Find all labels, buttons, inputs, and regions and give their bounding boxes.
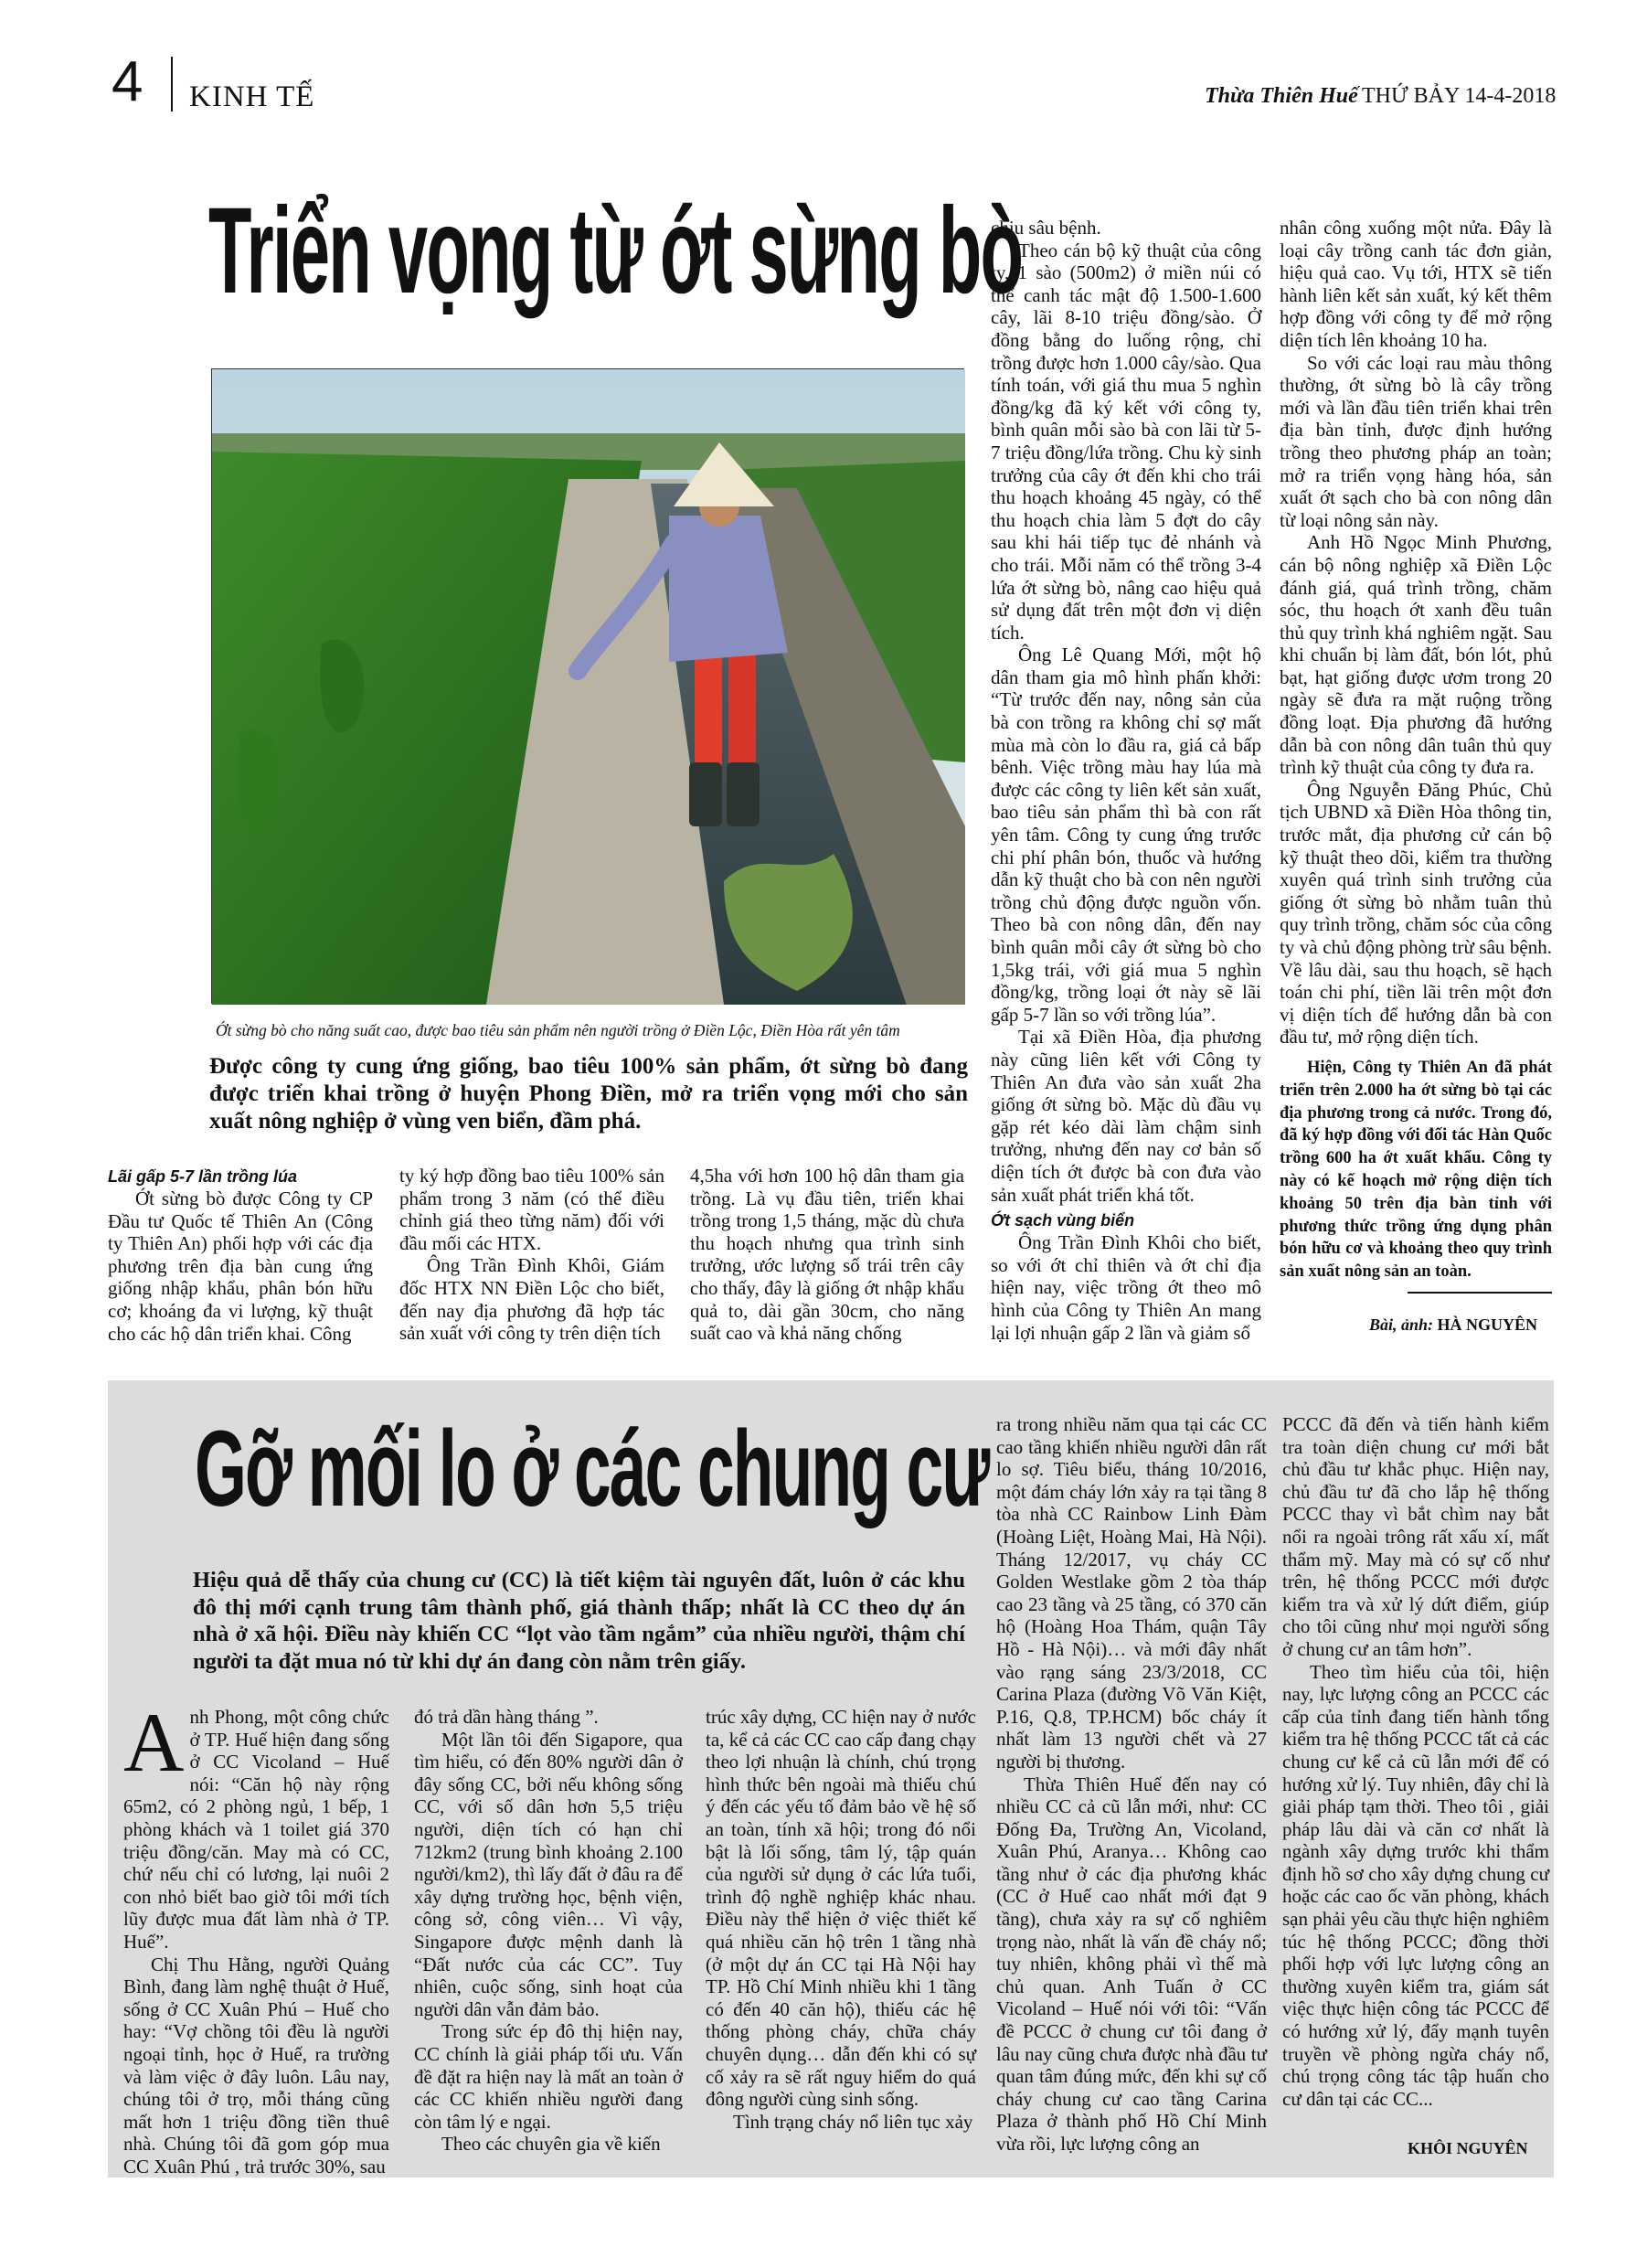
paragraph: Chị Thu Hằng, người Quảng Bình, đang làm nghệ thuật ở Huế, sống ở CC Xuân Phú – Huế cho hay: “Vợ chồng tôi đều là người ngoại tỉnh, học ở Huế, ra trường và làm việc ở đây luôn. Lâu nay, chúng tôi ở trọ, mỗi tháng cũng mất hơn 1 triệu đồng tiền thuê nhà. Chúng tôi đã gom góp mua CC Xuân Phú , trả trước 30%, sau (123, 1953, 389, 2177)
article2-column-1 (123, 1696, 389, 2177)
paragraph: Theo tìm hiểu của tôi, hiện nay, lực lượng công an PCCC các cấp của tỉnh đang tiến hành tổng kiểm tra hệ thống PCCC tất cả các chung cư kể cả cũ lẫn mới để có hướng xử lý. Tuy nhiên, đây chỉ là giải pháp tạm thời. Theo tôi , giải pháp lâu dài và căn cơ nhất là ngành xây dựng trước khi thẩm định hồ sơ cho xây dựng chung cư hoặc các cao ốc văn phòng, khách sạn phải yêu cầu thực hiện nghiêm túc hệ thống PCCC; đồng thời phối hợp với lực lượng công an thường xuyên kiểm tra, giám sát việc thực hiện công tác PCCC để có hướng xử lý, đẩy mạnh tuyên truyền về phòng ngừa cháy nổ, chú trọng công tác tập huấn cho cư dân tại các CC... (1282, 1660, 1549, 2110)
article2-sapo: Hiệu quả dễ thấy của chung cư (CC) là tiết kiệm tài nguyên đất, luôn ở các khu đô thị mới cạnh trung tâm thành phố, giá thành thấp; nhất là CC theo dự án nhà ở xã hội. Điều này khiến CC “lọt vào tầm ngắm” của nhiều người, thậm chí người ta đặt mua nó từ khi dự án đang còn nằm trên giấy. (193, 1568, 965, 1674)
paragraph: Ông Trần Đình Khôi cho biết, so với ớt chỉ thiên và ớt chỉ địa hiện nay, việc trồng ớt theo mô hình của Công ty Thiên An mang lại lợi nhuận gấp 2 lần và giảm số (991, 1231, 1261, 1344)
paragraph: ra trong nhiều năm qua tại các CC cao tầng khiến nhiều người dân rất lo sợ. Tiêu biểu, tháng 10/2016, một đám cháy lớn xảy ra tại tầng 8 tòa nhà CC Rainbow Linh Đàm (Hoàng Liệt, Hoàng Mai, Hà Nội). Tháng 12/2017, vụ cháy CC Golden Westlake gồm 2 tòa tháp cao 23 tầng và 25 tầng, có 370 căn hộ (Hoàng Hoa Thám, quận Tây Hồ - Hà Nội)… và mới đây nhất vào rạng sáng 23/3/2018, CC Carina Plaza (đường Võ Văn Kiệt, P.16, Q.8, TP.HCM) bốc cháy ít nhất làm 13 người chết và 27 người bị thương. (996, 1413, 1267, 1773)
photo-caption: Ớt sừng bò cho năng suất cao, được bao tiêu sản phẩm nên người trồng ở Điền Lộc, Điền Hòa rất yên tâm (216, 1021, 900, 1039)
paragraph: Ông Nguyễn Đăng Phúc, Chủ tịch UBND xã Điền Hòa thông tin, trước mắt, địa phương cử cán bộ kỹ thuật theo dõi, kiểm tra thường xuyên quá trình sinh trưởng của giống ớt sừng bò nhằm tuân thủ quy trình trồng, chăm sóc của công ty và chủ động phòng trừ sâu bệnh. Về lâu dài, sau thu hoạch, sẽ hạch toán chi phí, tiền lãi trên một đơn vị diện tích để hướng dẫn bà con đầu tư, mở rộng diện tích. (1280, 778, 1552, 1049)
paragraph: Ông Lê Quang Mới, một hộ dân tham gia mô hình phấn khởi: “Từ trước đến nay, nông sản của bà con trồng ra không chỉ sợ mất mùa mà còn lo đầu ra, giá cả bấp bênh. Việc trồng màu hay lúa mà được các công ty liên kết sản xuất, bao tiêu sản phẩm thì bà con rất yên tâm. Công ty cung ứng trước chi phí phân bón, thuốc và hướng dẫn kỹ thuật cho bà con nên người trồng chủ động được nguồn vốn. Theo bà con nông dân, đến nay bình quân mỗi cây ớt sừng bò cho 1,5kg trái, với giá mua 5 nghìn đồng/kg, trồng loại ớt này sẽ lãi gấp 5-7 lần so với trồng lúa”. (991, 644, 1261, 1026)
paragraph: Theo cán bộ kỹ thuật của công ty, 1 sào (500m2) ở miền núi có thể canh tác mật độ 1.500-1.600 cây, lãi 8-10 triệu đồng/sào. Ở đồng bằng do luống rộng, chỉ trồng được hơn 1.000 cây/sào. Qua tính toán, với giá thu mua 5 nghìn đồng/kg đã ký kết với công ty, bình quân mỗi sào bà con lãi từ 5-7 triệu đồng/lứa trồng. Chu kỳ sinh trưởng của cây ớt đến khi cho trái thu hoạch khoảng 45 ngày, có thể thu hoạch chia làm 5 đợt do cây sau khi hái tiếp tục đẻ nhánh và cho trái. Mỗi năm có thể trồng 3-4 lứa ớt sừng bò, nâng cao hiệu quả sử dụng đất trên một đơn vị diện tích. (991, 239, 1261, 644)
paragraph: đó trả dần hàng tháng ”. (414, 1706, 599, 1728)
paragraph: Anh Hồ Ngọc Minh Phương, cán bộ nông nghiệp xã Điền Lộc đánh giá, quá trình trồng, chăm sóc, thu hoạch ớt xanh đều tuân thủ quy trình khá nghiêm ngặt. Sau khi chuẩn bị làm đất, bón lót, phủ bạt, hạt giống được ươm trong 20 ngày sẽ đưa ra mặt ruộng trồng đồng loạt. Địa phương đã hướng dẫn bà con nông dân tuân thủ quy trình kỹ thuật của công ty đưa ra. (1280, 531, 1552, 779)
header-divider (171, 57, 173, 112)
article2-column-5 (1282, 1413, 1549, 2131)
paragraph: nhân công xuống một nửa. Đây là loại cây trồng canh tác đơn giản, hiệu quả cao. Vụ tới, HTX sẽ tiến hành liên kết sản xuất, ký kết thêm hợp đồng với công ty để mở rộng diện tích lên khoảng 10 ha. (1280, 217, 1552, 351)
masthead: Thừa Thiên Huế (1205, 84, 1358, 108)
article1-photo (211, 368, 964, 1004)
paragraph (123, 1696, 389, 1954)
article1-headline: Triển vọng từ ớt sừng bò (208, 183, 1023, 319)
byline-rule (1408, 1292, 1552, 1294)
paragraph: 4,5ha với hơn 100 hộ dân tham gia trồng. Là vụ đầu tiên, triển khai trồng trong 1,5 tháng, mặc dù chưa thu hoạch nhưng qua trình sinh trưởng, ước lượng số trái trên cây cho thấy, đây là giống ớt nhập khẩu quả to, dài gần 30cm, cho năng suất cao và khả năng chống (690, 1165, 964, 1345)
paragraph: Trong sức ép đô thị hiện nay, CC chính là giải pháp tối ưu. Vấn đề đặt ra hiện nay là mất an toàn ở các CC khiến nhiều người đang còn tâm lý e ngại. (414, 2020, 683, 2133)
paragraph: PCCC đã đến và tiến hành kiểm tra toàn diện chung cư mới bắt chủ đầu tư khắc phục. Hiện nay, chủ đầu tư đã cho lắp hệ thống PCCC thay vì bắt chìm nay bắt nổi ra ngoài trông rất xấu xí, mất thẩm mỹ. May mà có sự cố như trên, hệ thống PCCC mới được kiểm tra và xử lý dứt điểm, giúp cho tôi cũng như mọi người sống ở chung cư an tâm hơn”. (1282, 1413, 1549, 1660)
paragraph: Tình trạng cháy nổ liên tục xảy (733, 2110, 973, 2133)
article1-byline (1369, 1315, 1537, 1335)
article2-headline: Gỡ mối lo ở các chung cư (195, 1409, 989, 1529)
article1-column-1 (108, 1166, 373, 1353)
section-label: KINH TẾ (189, 80, 315, 113)
article1-column-4 (991, 217, 1261, 1348)
issue-date: THỨ BẢY 14-4-2018 (1362, 84, 1557, 108)
byline-prefix: Bài, ảnh: (1369, 1315, 1434, 1334)
paragraph: Ông Trần Đình Khôi, Giám đốc HTX NN Điền Lộc cho biết, đến nay địa phương đã hợp tác sản xuất với công ty trên diện tích (399, 1254, 664, 1345)
paragraph: So với các loại rau màu thông thường, ớt sừng bò là cây trồng mới và lần đầu tiên triển khai trên địa bàn tỉnh, được định hướng trồng theo phương pháp an toàn; mở ra triển vọng hàng hóa, sản xuất ớt sạch cho bà con nông dân từ loại nông sản này. (1280, 351, 1552, 531)
paragraph: Tại xã Điền Hòa, địa phương này cũng liên kết với Công ty Thiên An đưa vào sản xuất 2ha giống ớt sừng bò. Mặc dù đầu vụ gặp rét kéo dài làm chậm sinh trưởng, nhưng đến nay cơ bản số diện tích ớt được bà con đưa vào sản xuất phát triển khá tốt. (991, 1026, 1261, 1206)
paragraph: Theo các chuyên gia về kiến (441, 2133, 661, 2156)
paragraph-text: nh Phong, một công chức ở TP. Huế hiện đang sống ở CC Vicoland – Huế nói: “Căn hộ này rộng 65m2, có 2 phòng ngủ, 1 bếp, 1 phòng khách và 1 toilet giá 370 triệu đồng/căn. May mà có CC, chứ nếu chỉ có lương, lại nuôi 2 con nhỏ biết bao giờ tôi mới tích lũy được mua đất làm nhà ở TP. Huế”. (123, 1706, 389, 1953)
article1-column-2 (399, 1165, 664, 1352)
article1-column-5 (1280, 217, 1552, 1062)
info-box-text: Hiện, Công ty Thiên An đã phát triển trên 2.000 ha ớt sừng bò tại các địa phương trong cả nước. Trong đó, đã ký hợp đồng với đối tác Hàn Quốc trồng 600 ha ớt xuất khẩu. Công ty này có kế hoạch mở rộng diện tích khoảng 50 trên địa bàn tỉnh với phương thức trồng ứng dụng phân bón hữu cơ và khoảng theo quy trình sản xuất nông sản an toàn. (1280, 1059, 1552, 1282)
drop-cap: A (123, 1696, 185, 1789)
paragraph: Thừa Thiên Huế đến nay có nhiều CC cả cũ lẫn mới, như: CC Đống Đa, Trường An, Vicoland, Xuân Phú, Aranya… Không cao tầng như ở các địa phương khác (CC ở Huế cao nhất mới đạt 9 tầng), chưa xảy ra sự cố nghiêm trọng nào, nhất là vấn đề cháy nổ; tuy nhiên, không phải vì thế mà chủ quan. Anh Tuấn ở CC Vicoland – Huế nói với tôi: “Vấn đề PCCC ở chung cư tôi đang ở lâu nay cũng chưa được nhà đầu tư quan tâm đúng mức, đến khi sự cố cháy chung cư cao tầng Carina Plaza ở thành phố Hồ Chí Minh vừa rồi, lực lượng công an (996, 1773, 1267, 2155)
info-box (1280, 1057, 1552, 1285)
paragraph: Một lần tôi đến Sigapore, qua tìm hiểu, có đến 80% người dân ở đây sống CC, bởi nếu không sống CC, với số dân hơn 5,5 triệu người, diện tích có hạn chỉ 712km2 (trung bình khoảng 2.100 người/km2), thì lấy đất ở đâu ra để xây dựng trường học, bệnh viện, công sở, công viên… Vì vậy, Singapore được mệnh danh là “Đất nước của các CC”. Tuy nhiên, cuộc sống, sinh hoạt của người dân vẫn đảm bảo. (414, 1728, 683, 2020)
article1-column-3 (690, 1165, 964, 1352)
article2-byline: KHÔI NGUYÊN (1408, 2139, 1528, 2157)
subhead-lai-gap: Lãi gấp 5-7 lần trồng lúa (108, 1167, 298, 1186)
article2-column-4 (996, 1413, 1267, 2163)
subhead-ot-sach: Ớt sạch vùng biển (991, 1211, 1135, 1230)
page-number: 4 (112, 50, 143, 113)
paragraph: Ớt sừng bò được Công ty CP Đầu tư Quốc tế Thiên An (Công ty Thiên An) phối hợp với các địa phương trên địa bàn cung ứng giống nhập khẩu, phân bón hữu cơ; khoáng đa vi lượng, kỹ thuật cho các hộ dân triển khai. Công (108, 1187, 373, 1345)
byline-name: HÀ NGUYÊN (1437, 1315, 1538, 1334)
paragraph: chịu sâu bệnh. (991, 217, 1101, 239)
article2-column-2 (414, 1706, 683, 2163)
article1-sapo: Được công ty cung ứng giống, bao tiêu 100% sản phẩm, ớt sừng bò đang được triển khai trồng ở huyện Phong Điền, mở ra triển vọng mới cho sản xuất nông nghiệp ở vùng ven biển, đầm phá. (209, 1054, 968, 1134)
article2-column-3 (706, 1706, 976, 2163)
paragraph: ty ký hợp đồng bao tiêu 100% sản phẩm trong 3 năm (có thể điều chỉnh giá theo từng năm) đối với đầu mối các HTX. (399, 1165, 664, 1254)
paragraph: trúc xây dựng, CC hiện nay ở nước ta, kể cả các CC cao cấp đang chạy theo lợi nhuận là chính, chú trọng hình thức bên ngoài mà thiếu chú ý đến các yếu tố đảm bảo về hệ số an toàn, tính xã hội; trong đó nổi bật là lối sống, tâm lý, tập quán của người sử dụng ở các lứa tuổi, trình độ nghề nghiệp khác nhau. Điều này thể hiện ở việc thiết kế quá nhiều căn hộ trên 1 tầng nhà (ở một dự án CC tại Hà Nội hay TP. Hồ Chí Minh nhiều khi 1 tầng có đến 40 căn hộ), thiếu các hệ thống phòng cháy, chữa cháy chuyên dụng… dẫn đến khi có sự cố xảy ra sẽ rất nguy hiểm do quá đông người cùng sinh sống. (706, 1706, 976, 2111)
